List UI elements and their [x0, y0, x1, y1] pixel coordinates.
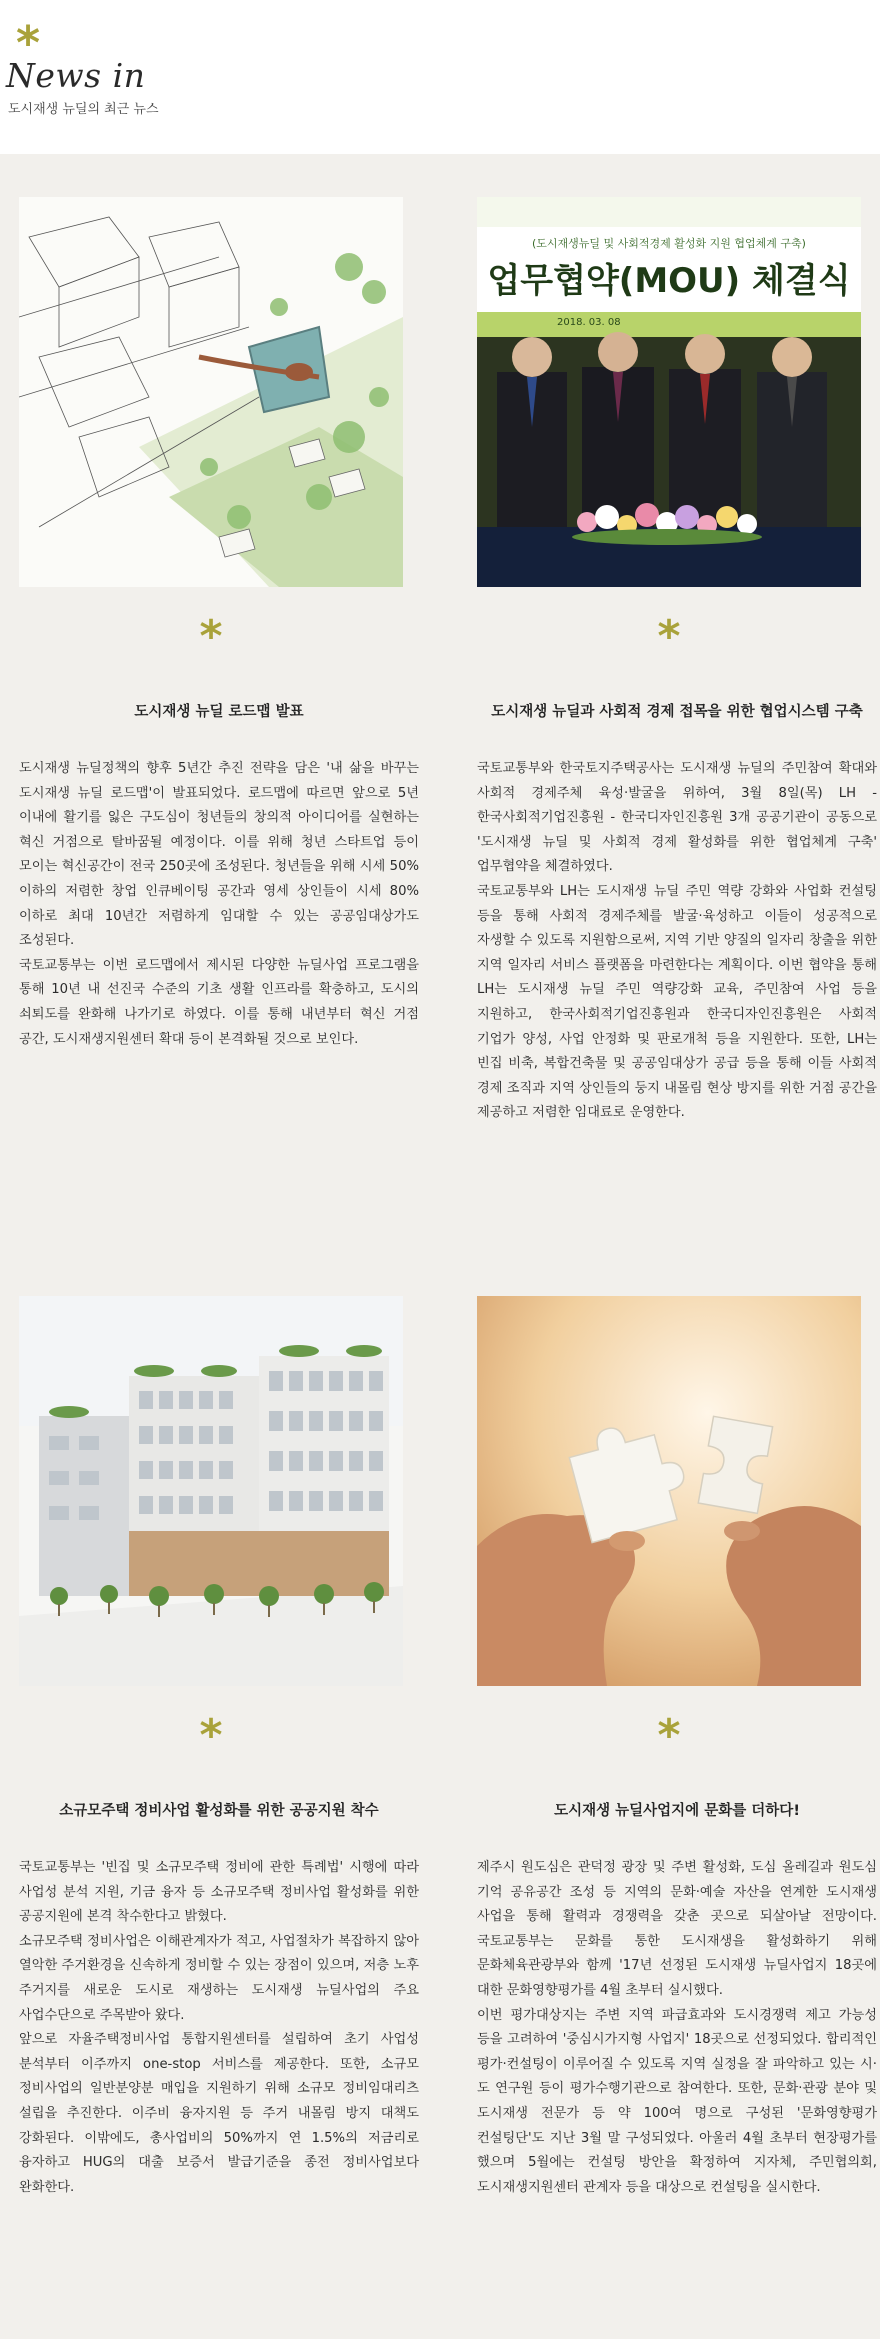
article-paragraph: 이번 평가대상지는 주변 지역 파급효과와 도시경쟁력 제고 가능성 등을 고려하여 '중심시가지형 사업지' 18곳으로 선정되었다. 합리적인 평가·컨설팅이 이루어질 수 있도록 지역 실정을 잘 파악하고 있는 시·도 연구원 등이 평가수행기관으로 참여한다. 또한, 문화·관광 분야 및 도시재생 전문가 등 약 100여 명으로 구성된 '문화영향평가 컨설팅단'도 지난 3월 말 구성되었다. 아울러 4월 초부터 현장평가를 했으며 5월에는 컨설팅 방안을 확정하여 지자체, 주민협의회, 도시재생지원센터 관계자 등을 대상으로 컨설팅을 실시한다. — [477, 2007, 877, 2195]
article-title: 도시재생 뉴딜과 사회적 경제 접목을 위한 협업시스템 구축 — [491, 704, 863, 720]
banner-date: 2018. 03. 08 — [557, 317, 621, 328]
page-subtitle: 도시재생 뉴딜의 최근 뉴스 — [8, 102, 159, 117]
page-title: News in — [6, 56, 146, 95]
article-body — [477, 757, 877, 1126]
article-paragraph: 도시재생 뉴딜정책의 향후 5년간 추진 전략을 담은 '내 삶을 바꾸는 도시재생 뉴딜 로드맵'이 발표되었다. 로드맵에 따르면 앞으로 5년 이내에 활기를 잃은 구도심이 청년들의 창의적 아이디어를 실현하는 혁신 거점으로 탈바꿈될 예정이다. 이를 위해 청년 스타트업 등이 모이는 혁신공간이 전국 250곳에 조성된다. 청년들을 위해 시세 50% 이하의 저렴한 창업 인큐베이팅 공간과 영세 상인들이 시세 80% 이하로 최대 10년간 저렴하게 임대할 수 있는 공공임대상가도 조성된다. — [19, 761, 419, 949]
article-paragraph: 국토교통부는 '빈집 및 소규모주택 정비에 관한 특례법' 시행에 따라 사업성 분석 지원, 기금 융자 등 소규모주택 정비사업 활성화를 위한 공공지원에 본격 착수한다고 밝혔다. — [19, 1860, 419, 1925]
article-title: 도시재생 뉴딜사업지에 문화를 더하다! — [554, 1803, 800, 1819]
article-paragraph: 국토교통부와 LH는 도시재생 뉴딜 주민 역량 강화와 사업화 컨설팅 등을 통해 사회적 경제주체를 발굴·육성하고 이들이 성공적으로 자생할 수 있도록 지원함으로써, 지역 기반 양질의 일자리 창출을 위한 지역 일자리 서비스 플랫폼을 마련한다는 계획이다. 이번 협약을 통해 LH는 도시재생 뉴딜 주민 역량강화 교육, 주민참여 사업 등을 지원하고, 한국사회적기업진흥원과 한국디자인진흥원은 사회적 기업가 양성, 사업 안정화 및 판로개척 등을 지원한다. 또한, LH는 빈집 비축, 복합건축물 및 공공임대상가 공급 등을 통해 이들 사회적 경제 조직과 지역 상인들의 둥지 내몰림 현상 방지를 위한 거점 공간을 제공하고 저렴한 임대료로 운영한다. — [477, 883, 877, 1121]
article-body — [477, 1856, 877, 2200]
asterisk-icon: * — [657, 1710, 681, 1761]
article-paragraph: 소규모주택 정비사업은 이해관계자가 적고, 사업절차가 복잡하지 않아 열악한 주거환경을 신속하게 정비할 수 있는 장점이 있으며, 저층 노후 주거지를 새로운 도시로 재생하는 도시재생 뉴딜사업의 주요 사업수단으로 주목받아 왔다. — [19, 1933, 419, 2023]
asterisk-icon: * — [657, 611, 681, 662]
asterisk-icon: * — [199, 611, 223, 662]
puzzle-hands-photo — [477, 1296, 861, 1686]
mou-ceremony-photo — [477, 197, 861, 587]
article-paragraph: 앞으로 자율주택정비사업 통합지원센터를 설립하여 초기 사업성 분석부터 이주까지 one-stop 서비스를 제공한다. 또한, 소규모 정비사업의 일반분양분 매입을 지원하기 위해 소규모 정비임대리츠 설립을 추진한다. 이주비 융자지원 등 주거 내몰림 방지 대책도 강화된다. 이밖에도, 총사업비의 50%까지 연 1.5%의 저금리로 융자하고 HUG의 대출 보증서 발급기준을 종전 정비사업보다 완화한다. — [19, 2032, 419, 2195]
architectural-sketch-image — [19, 197, 403, 587]
article-paragraph: 국토교통부와 한국토지주택공사는 도시재생 뉴딜의 주민참여 확대와 사회적 경제주체 육성·발굴을 위하여, 3월 8일(목) LH - 한국사회적기업진흥원 - 한국디자인진흥원 3개 공공기관이 공동으로 '도시재생 뉴딜 및 사회적 경제 활성화를 위한 협업체계 구축' 업무협약을 체결하였다. — [477, 761, 877, 875]
article-paragraph: 국토교통부는 이번 로드맵에서 제시된 다양한 뉴딜사업 프로그램을 통해 10년 내 선진국 수준의 기초 생활 인프라를 확충하고, 도시의 쇠퇴도를 완화해 나가기로 하였다. 이를 통해 내년부터 혁신 거점 공간, 도시재생지원센터 확대 등이 본격화될 것으로 보인다. — [19, 957, 419, 1047]
article-body — [19, 757, 419, 1052]
article-title: 소규모주택 정비사업 활성화를 위한 공공지원 착수 — [59, 1803, 379, 1819]
article-paragraph: 제주시 원도심은 관덕정 광장 및 주변 활성화, 도심 올레길과 원도심 기억 공유공간 조성 등 지역의 문화·예술 자산을 연계한 도시재생 사업을 통해 활력과 경쟁력을 갖춘 곳으로 되살아날 전망이다. 국토교통부는 문화를 통한 도시재생을 활성화하기 위해 문화체육관광부와 함께 '17년 선정된 도시재생 뉴딜사업지 18곳에 대한 문화영향평가를 4월 초부터 실시했다. — [477, 1860, 877, 1998]
article-body — [19, 1856, 419, 2200]
asterisk-icon: * — [16, 16, 41, 70]
article-title: 도시재생 뉴딜 로드맵 발표 — [134, 704, 304, 720]
apartment-rendering-image — [19, 1296, 403, 1686]
asterisk-icon: * — [199, 1710, 223, 1761]
page-header — [0, 0, 880, 154]
banner-subtitle: (도시재생뉴딜 및 사회적경제 활성화 지원 협업체계 구축) — [532, 237, 806, 250]
banner-title: 업무협약(MOU) 체결식 — [487, 261, 851, 301]
